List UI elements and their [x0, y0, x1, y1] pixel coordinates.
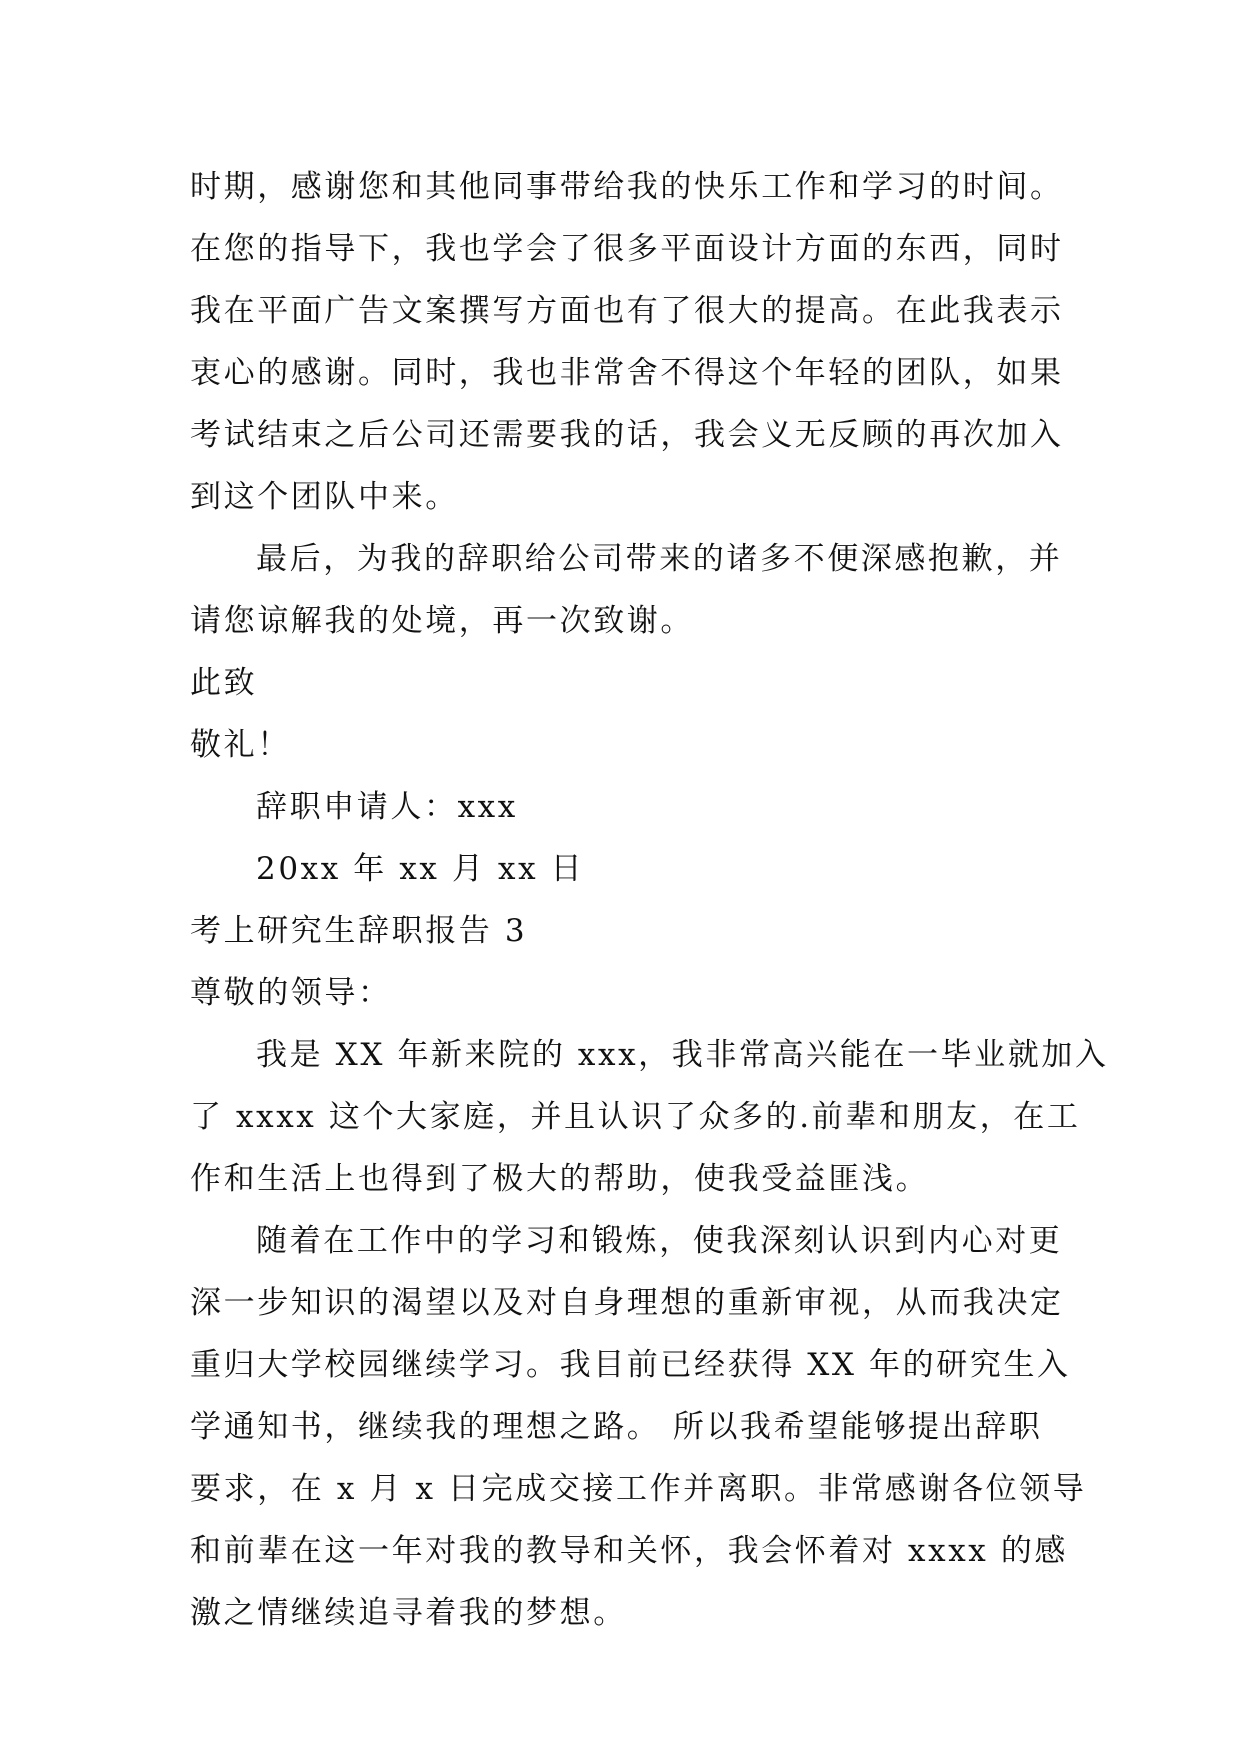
closing-regards: 敬礼！: [190, 727, 291, 763]
greeting-line: 尊敬的领导：: [190, 975, 392, 1011]
date-line: 20xx 年 xx 月 xx 日: [256, 851, 585, 887]
text-line-3: 我在平面广告文案撰写方面也有了很大的提高。在此我表示: [190, 293, 1064, 329]
text-line-18: 随着在工作中的学习和锻炼，使我深刻认识到内心对更: [256, 1223, 1063, 1259]
text-line-22: 要求，在 x 月 x 日完成交接工作并离职。非常感谢各位领导: [190, 1471, 1087, 1507]
signature-line: 辞职申请人：xxx: [256, 789, 518, 825]
section-title: 考上研究生辞职报告 3: [190, 913, 528, 949]
text-line-20: 重归大学校园继续学习。我目前已经获得 XX 年的研究生入: [190, 1347, 1071, 1383]
text-line-15: 我是 XX 年新来院的 xxx，我非常高兴能在一毕业就加入: [256, 1037, 1109, 1073]
text-line-24: 激之情继续追寻着我的梦想。: [190, 1595, 627, 1631]
text-line-6: 到这个团队中来。: [190, 479, 459, 515]
text-line-5: 考试结束之后公司还需要我的话，我会义无反顾的再次加入: [190, 417, 1064, 453]
text-line-7: 最后，为我的辞职给公司带来的诸多不便深感抱歉，并: [256, 541, 1063, 577]
text-line-2: 在您的指导下，我也学会了很多平面设计方面的东西，同时: [190, 231, 1064, 267]
text-line-4: 衷心的感谢。同时，我也非常舍不得这个年轻的团队，如果: [190, 355, 1064, 391]
text-line-1: 时期，感谢您和其他同事带给我的快乐工作和学习的时间。: [190, 169, 1064, 205]
text-line-21: 学通知书，继续我的理想之路。 所以我希望能够提出辞职: [190, 1409, 1043, 1445]
document-body: [190, 156, 1109, 1644]
text-line-19: 深一步知识的渴望以及对自身理想的重新审视，从而我决定: [190, 1285, 1064, 1321]
text-line-23: 和前辈在这一年对我的教导和关怀，我会怀着对 xxxx 的感: [190, 1533, 1069, 1569]
text-line-8: 请您谅解我的处境，再一次致谢。: [190, 603, 694, 639]
text-line-17: 作和生活上也得到了极大的帮助，使我受益匪浅。: [190, 1161, 930, 1197]
closing-salutation: 此致: [190, 665, 258, 701]
text-line-16: 了 xxxx 这个大家庭，并且认识了众多的.前辈和朋友，在工: [190, 1099, 1081, 1135]
